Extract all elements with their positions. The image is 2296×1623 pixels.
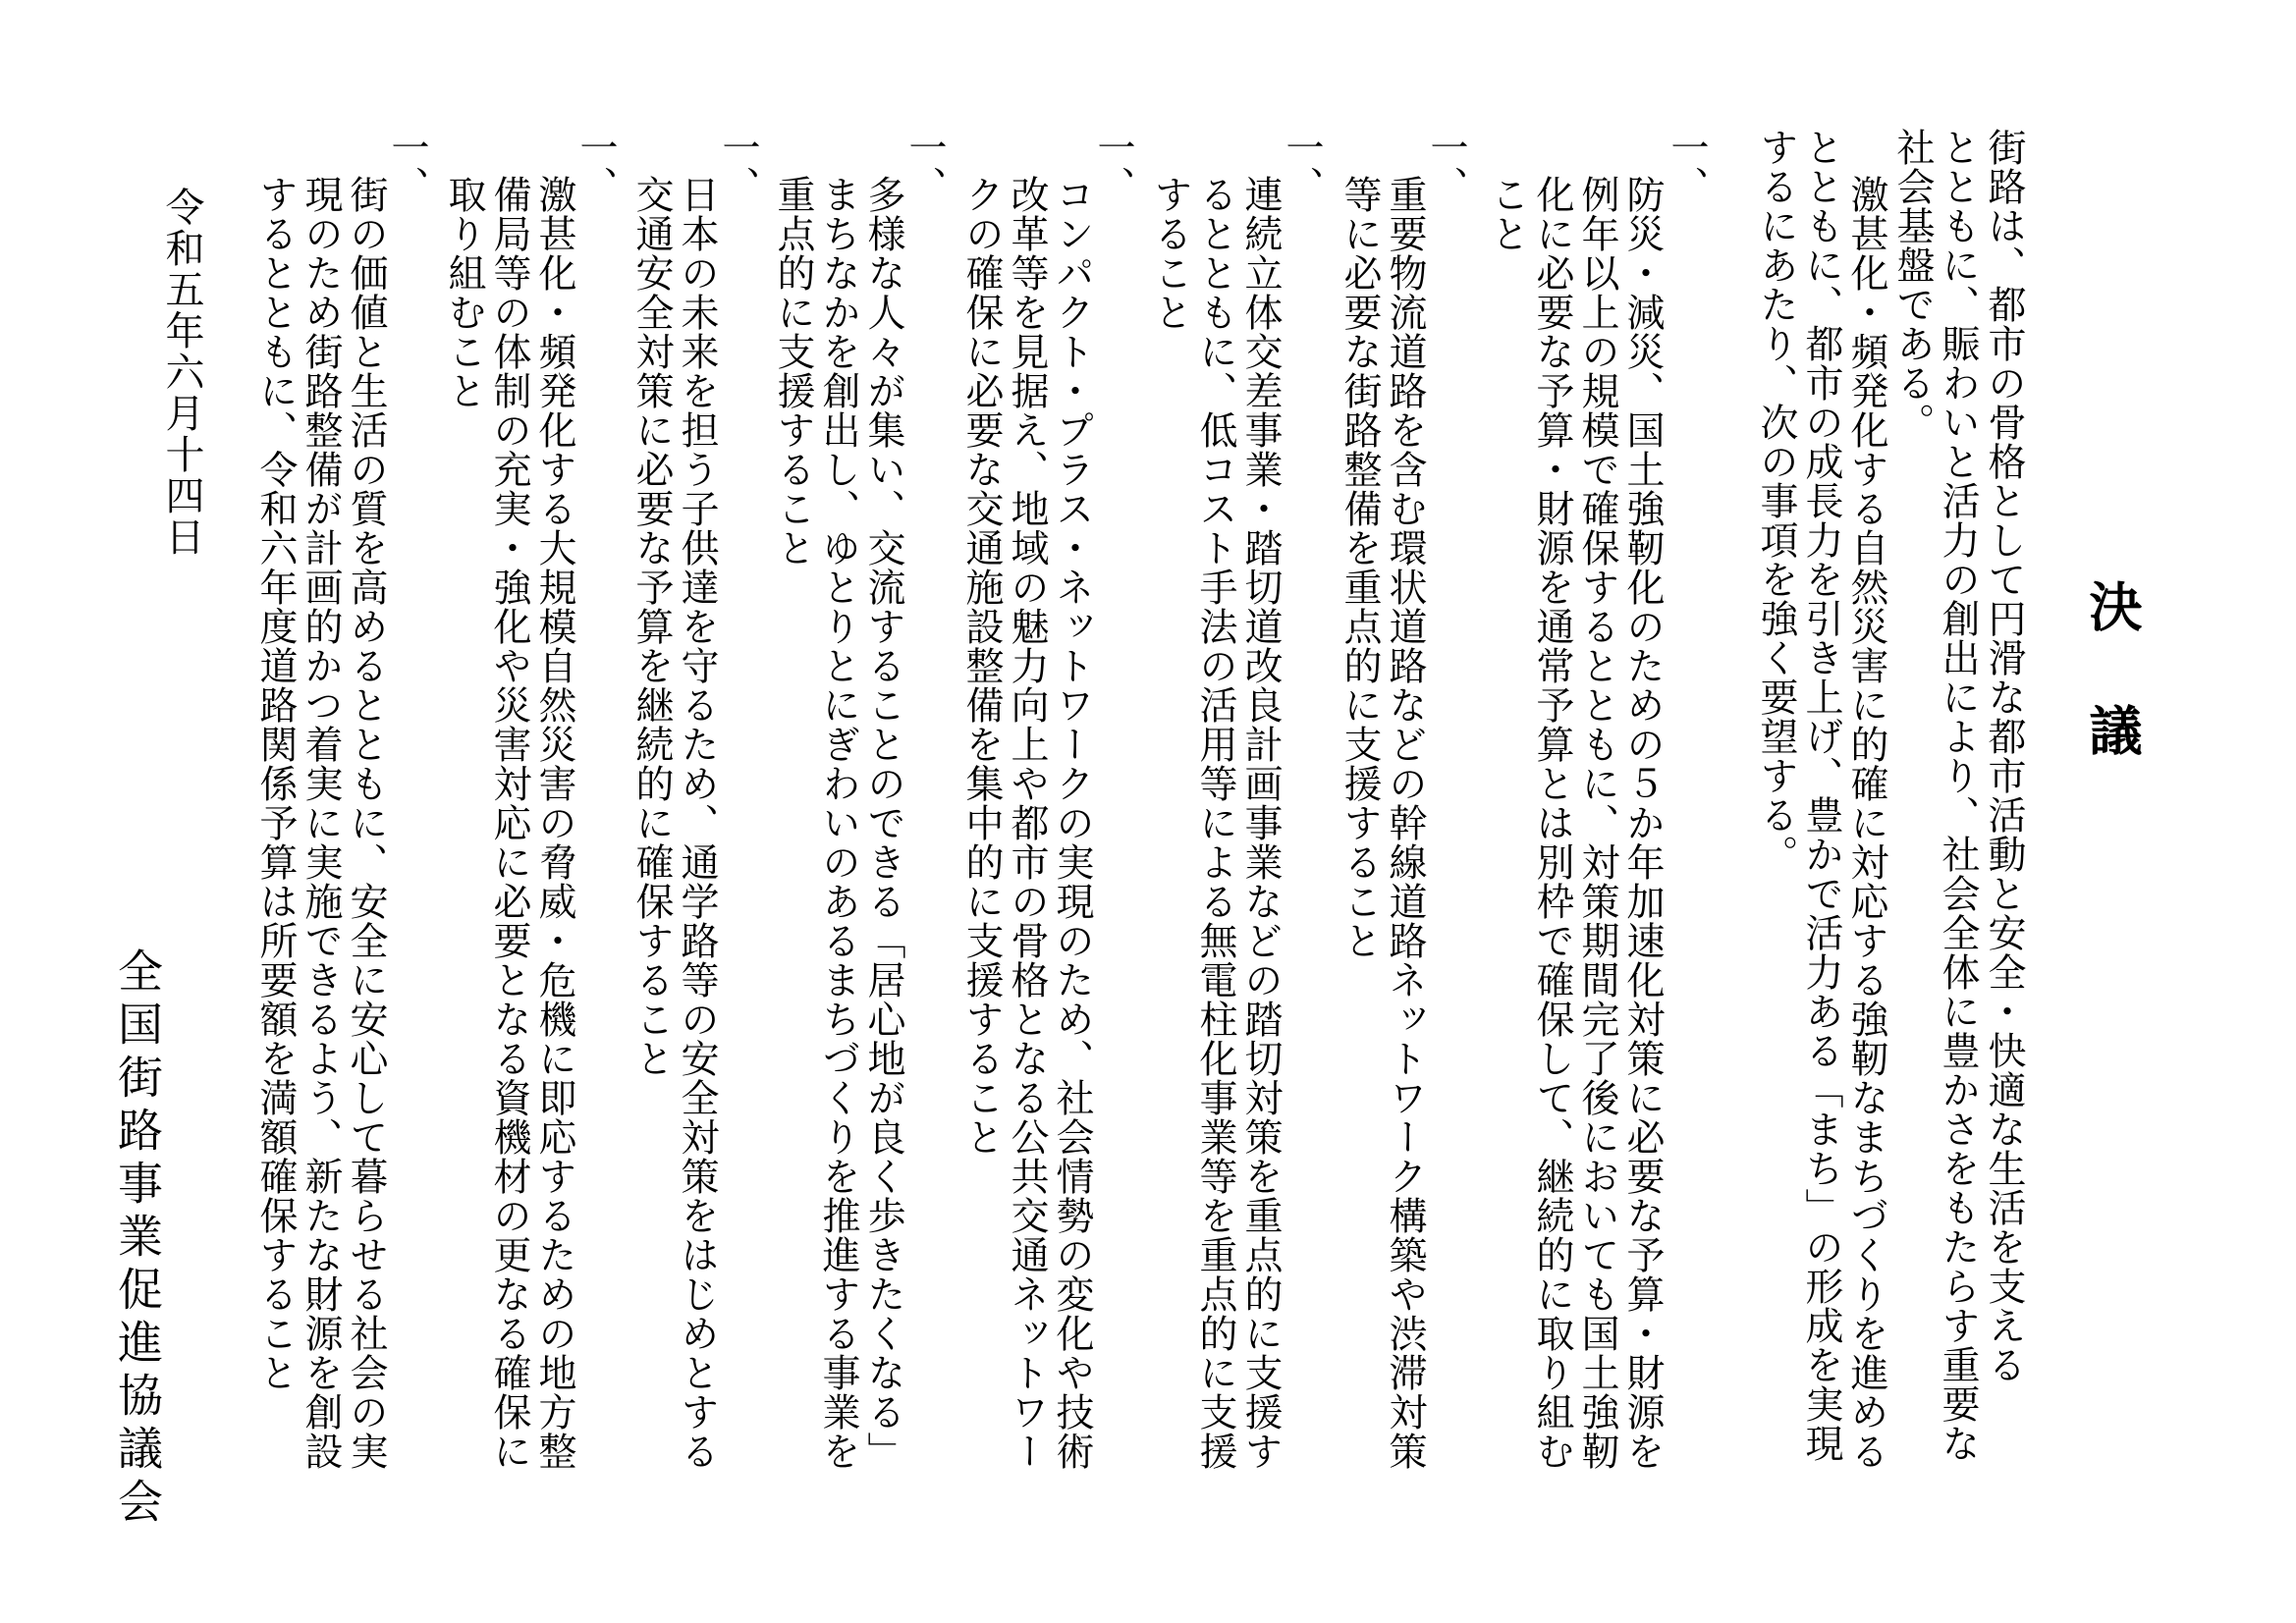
item-8-line-2: 現のため街路整備が計画的かつ着実に実施できるよう、新たな財源を創設 bbox=[299, 175, 343, 1471]
item-3-line-1: 連続立体交差事業・踏切道改良計画事業などの踏切対策を重点的に支援す bbox=[1238, 175, 1283, 1471]
item-6-line-2: 交通安全対策に必要な予算を継続的に確保すること bbox=[629, 175, 674, 1078]
item-3-line-2: るとともに、低コスト手法の活用等による無電柱化事業等を重点的に支援 bbox=[1193, 175, 1237, 1471]
item-4-line-3: クの確保に必要な交通施設整備を集中的に支援すること bbox=[959, 175, 1004, 1157]
preamble-line-6: するにあたり、次の事項を強く要望する。 bbox=[1754, 128, 1798, 874]
item-4-bullet: 一、 bbox=[1091, 128, 1135, 204]
item-1-line-4: こと bbox=[1485, 175, 1529, 253]
organization-name: 全国街路事業促進協議会 bbox=[111, 947, 164, 1531]
preamble-line-4: 激甚化・頻発化する自然災害に的確に対応する強靭なまちづくりを進める bbox=[1844, 175, 1888, 1471]
item-5-line-2: まちなかを創出し、ゆとりとにぎわいのあるまちづくりを推進する事業を bbox=[816, 175, 860, 1471]
item-3-bullet: 一、 bbox=[1280, 128, 1324, 204]
item-4-line-1: コンパクト・プラス・ネットワークの実現のため、社会情勢の変化や技術 bbox=[1050, 175, 1094, 1471]
item-1-line-3: 化に必要な予算・財源を通常予算とは別枠で確保して、継続的に取り組む bbox=[1530, 175, 1574, 1471]
item-2-line-2: 等に必要な街路整備を重点的に支援すること bbox=[1338, 175, 1382, 960]
item-7-line-3: 取り組むこと bbox=[442, 175, 486, 410]
item-2-line-1: 重要物流道路を含む環状道路などの幹線道路ネットワーク構築や渋滞対策 bbox=[1383, 175, 1427, 1471]
item-5-line-1: 多様な人々が集い、交流することのできる「居心地が良く歩きたくなる」 bbox=[861, 175, 905, 1471]
item-5-bullet: 一、 bbox=[902, 128, 947, 204]
item-7-line-1: 激甚化・頻発化する大規模自然災害の脅威・危機に即応するための地方整 bbox=[532, 175, 576, 1471]
item-6-line-1: 日本の未来を担う子供達を守るため、通学路等の安全対策をはじめとする bbox=[675, 175, 719, 1471]
preamble-line-5: とともに、都市の成長力を引き上げ、豊かで活力ある「まち」の形成を実現 bbox=[1799, 128, 1843, 1463]
item-1-bullet: 一、 bbox=[1665, 128, 1709, 204]
item-2-bullet: 一、 bbox=[1424, 128, 1468, 204]
preamble-line-2: とともに、賑わいと活力の創出により、社会全体に豊かさをもたらす重要な bbox=[1936, 128, 1980, 1463]
item-5-line-3: 重点的に支援すること bbox=[771, 175, 815, 568]
item-8-line-3: するとともに、令和六年度道路関係予算は所要額を満額確保すること bbox=[253, 175, 298, 1392]
item-7-bullet: 一、 bbox=[574, 128, 618, 204]
resolution-date: 令和五年六月十四日 bbox=[159, 187, 204, 558]
item-8-bullet: 一、 bbox=[385, 128, 429, 204]
item-8-line-1: 街の価値と生活の質を高めるとともに、安全に安心して暮らせる社会の実 bbox=[344, 175, 388, 1471]
item-1-line-2: 例年以上の規模で確保するとともに、対策期間完了後においても国土強靭 bbox=[1575, 175, 1619, 1471]
preamble-line-3: 社会基盤である。 bbox=[1890, 128, 1935, 442]
item-3-line-3: すること bbox=[1148, 175, 1192, 332]
page-title: 決議 bbox=[2081, 579, 2143, 827]
preamble-line-1: 街路は、都市の骨格として円滑な都市活動と安全・快適な生活を支える bbox=[1982, 128, 2026, 1384]
item-4-line-2: 改革等を見据え、地域の魅力向上や都市の骨格となる公共交通ネットワー bbox=[1005, 175, 1049, 1471]
item-1-line-1: 防災・減災、国土強靭化のための５か年加速化対策に必要な予算・財源を bbox=[1620, 175, 1665, 1471]
item-7-line-2: 備局等の体制の充実・強化や災害対応に必要となる資機材の更なる確保に bbox=[487, 175, 531, 1471]
item-6-bullet: 一、 bbox=[716, 128, 760, 204]
